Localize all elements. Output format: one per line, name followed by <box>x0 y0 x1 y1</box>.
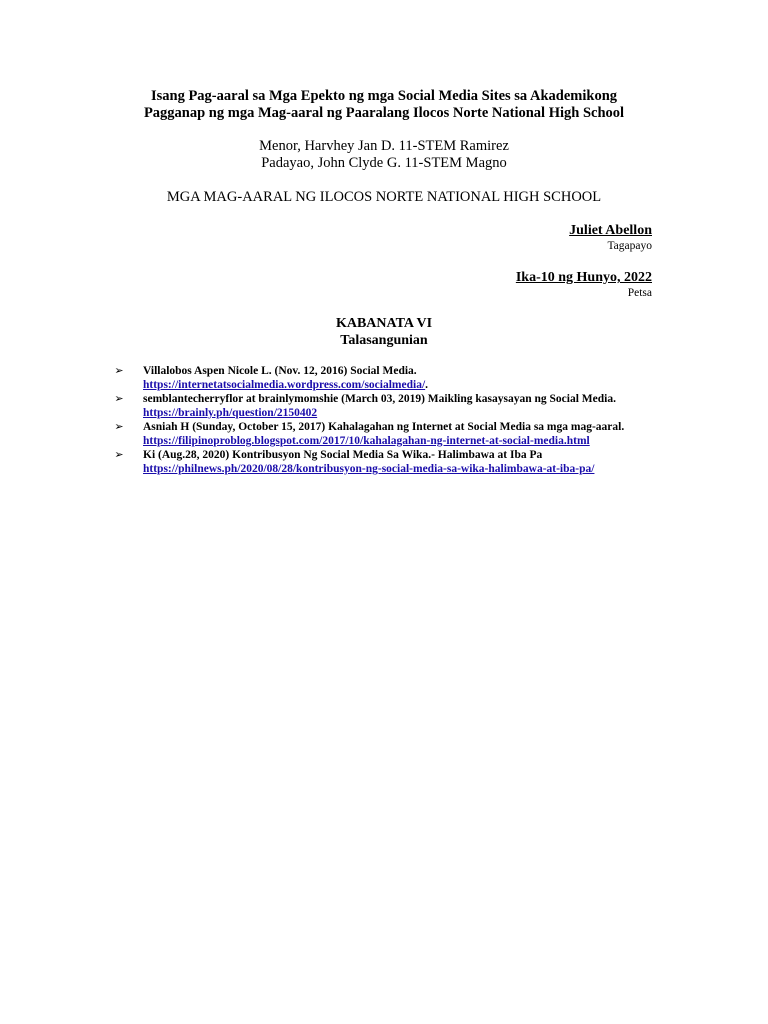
date-block <box>516 269 652 300</box>
school-line: MGA MAG-AARAL NG ILOCOS NORTE NATIONAL HIGH SCHOOL <box>166 189 602 205</box>
reference-text: Ki (Aug.28, 2020) Kontribusyon Ng Social Media Sa Wika.- Halimbawa at Iba Pa <box>143 449 543 461</box>
adviser-block <box>569 222 652 253</box>
arrow-bullet-icon: ➢ <box>114 392 124 405</box>
arrow-bullet-icon: ➢ <box>114 364 124 377</box>
author-1: Menor, Harvhey Jan D. 11-STEM Ramirez <box>259 138 509 154</box>
list-item <box>112 392 657 420</box>
list-item <box>112 420 657 448</box>
title-line-2: Pagganap ng mga Mag-aaral ng Paaralang Ilocos Norte National High School <box>143 105 625 121</box>
title-line-1: Isang Pag-aaral sa Mga Epekto ng mga Social Media Sites sa Akademikong <box>150 88 618 104</box>
adviser-name: Juliet Abellon <box>569 223 652 238</box>
reference-suffix: . <box>425 379 429 391</box>
reference-link[interactable]: https://brainly.ph/question/2150402 <box>143 407 318 419</box>
date-value: Ika-10 ng Hunyo, 2022 <box>515 270 652 285</box>
reference-text: semblantecherryflor at brainlymomshie (March 03, 2019) Maikling kasaysayan ng Social Media. <box>143 393 616 405</box>
list-item <box>112 364 657 392</box>
list-item <box>112 448 657 476</box>
author-2: Padayao, John Clyde G. 11-STEM Magno <box>261 155 507 171</box>
adviser-role: Tagapayo <box>607 240 652 252</box>
reference-list <box>112 364 657 476</box>
authors-block <box>100 138 668 172</box>
arrow-bullet-icon: ➢ <box>114 448 124 461</box>
chapter-heading <box>100 315 668 349</box>
arrow-bullet-icon: ➢ <box>114 420 124 433</box>
document-title <box>100 88 668 122</box>
reference-link[interactable]: https://philnews.ph/2020/08/28/kontribusyon-ng-social-media-sa-wika-halimbawa-at-iba-pa/ <box>143 463 595 475</box>
reference-text: Asniah H (Sunday, October 15, 2017) Kahalagahan ng Internet at Social Media sa mga mag-aaral. <box>143 421 625 433</box>
reference-link[interactable]: https://filipinoproblog.blogspot.com/2017/10/kahalagahan-ng-internet-at-social-media.html <box>143 435 590 447</box>
reference-link[interactable]: https://internetatsocialmedia.wordpress.com/socialmedia/ <box>143 379 426 391</box>
reference-text: Villalobos Aspen Nicole L. (Nov. 12, 2016) Social Media. <box>143 365 417 377</box>
chapter-title: Talasangunian <box>340 333 428 348</box>
date-label: Petsa <box>627 287 652 299</box>
chapter-number: KABANATA VI <box>335 316 433 331</box>
